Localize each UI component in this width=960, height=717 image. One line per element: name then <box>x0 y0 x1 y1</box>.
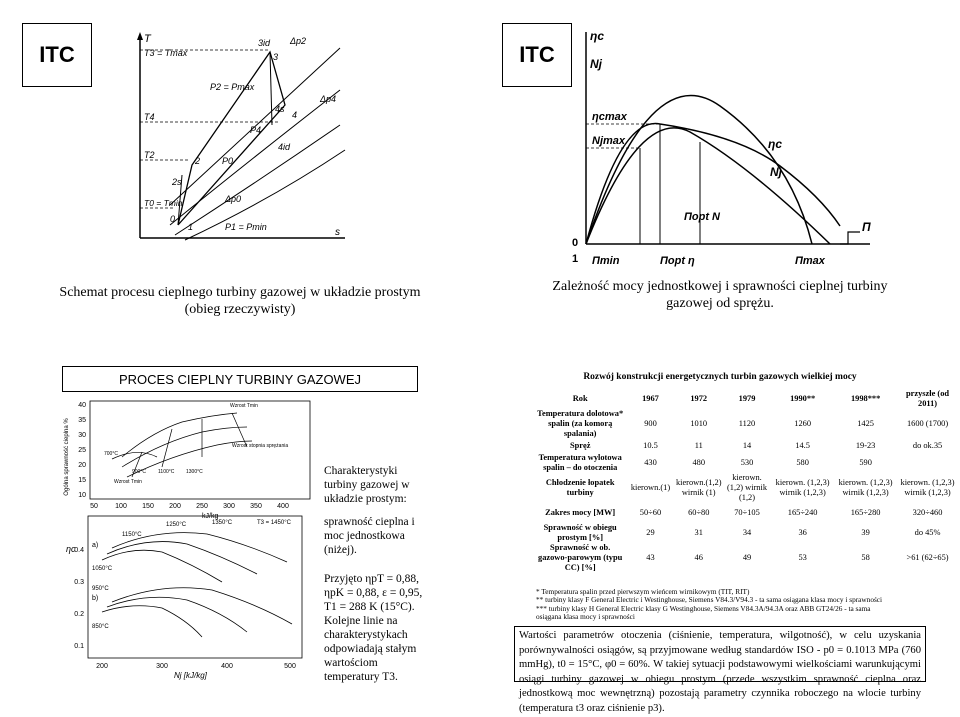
efficiency-power-chart <box>62 512 312 682</box>
table-cell: 165÷280 <box>850 508 881 517</box>
label-t0: T0 = Tmin <box>144 198 183 208</box>
table-cell: kierown. (1,2,3) wirnik (1,2,3) <box>775 478 830 497</box>
xtick: 100 <box>115 503 127 510</box>
power-efficiency-diagram <box>572 26 880 276</box>
table-row <box>534 523 958 543</box>
table-cell: 1260 <box>794 419 811 428</box>
xtick: 400 <box>221 663 233 670</box>
text-line: moc jednostkowa <box>324 530 405 542</box>
table-cell: 43 <box>646 553 655 562</box>
text-line: Kolejne linie na <box>324 615 398 627</box>
label-etacmax: ηcmax <box>592 111 627 123</box>
table-cell: 14 <box>742 441 752 450</box>
text-line: odpowiadają stałym <box>324 643 417 655</box>
xtick: 250 <box>196 503 208 510</box>
annotation: Wzrost Tmin <box>114 479 142 485</box>
table-title: Rozwój konstrukcji energetycznych turbin gazowych wielkiej mocy <box>583 372 857 382</box>
ytick: 0.4 <box>74 547 84 554</box>
ytick: 0.3 <box>74 579 84 586</box>
table-cell: 165÷240 <box>787 508 818 517</box>
ytick: 0.2 <box>74 611 84 618</box>
annotation: 850°C <box>92 624 109 630</box>
xtick: 300 <box>156 663 168 670</box>
table-cell: 10.5 <box>643 441 658 450</box>
label-0: 0 <box>170 214 176 224</box>
label-njmax: Njmax <box>592 135 626 147</box>
table-cell: kierown. (1,2,3) wirnik (1,2,3) <box>838 478 893 497</box>
table-cell: 46 <box>694 553 703 562</box>
slide-ts-diagram <box>0 0 480 342</box>
panel-label: a) <box>92 542 99 549</box>
header-cell: 1972 <box>690 394 708 403</box>
top-chart-ylabel: Ogólna sprawność cieplna % <box>64 418 70 496</box>
ytick: 20 <box>78 462 86 469</box>
text-line: sprawność cieplna i <box>324 516 415 528</box>
text-line: (niżej). <box>324 544 357 556</box>
slide-power-efficiency <box>480 0 960 342</box>
table-cell <box>897 453 958 473</box>
table-cell: 1600 (1700) <box>906 419 949 428</box>
text-line: charakterystykach <box>324 629 408 641</box>
itc-logo: ITC <box>22 23 92 87</box>
slide2-caption <box>510 278 930 312</box>
ytick: 15 <box>78 477 86 484</box>
table-cell: 430 <box>644 458 657 467</box>
text-line: T1 = 288 K (15°C). <box>324 601 415 613</box>
header-cell: przyszłe (od 2011) <box>906 389 950 408</box>
text-line: ηpK = 0,88, ε = 0,95, <box>324 587 423 599</box>
label-4s: 4s <box>275 104 285 114</box>
table-cell: kierown.(1,2) wirnik (1) <box>675 478 722 497</box>
annotation: 700°C <box>104 451 118 457</box>
table-cell: >61 (62÷65) <box>906 553 949 562</box>
slide3-description <box>324 464 434 566</box>
table-cell: 53 <box>798 553 807 562</box>
table-cell: 58 <box>861 553 870 562</box>
table-cell: 320÷460 <box>912 508 943 517</box>
table-cell: 49 <box>742 553 752 562</box>
bottom-chart-xlabel: Nj [kJ/kg] <box>174 671 207 680</box>
header-cell: 1990** <box>790 394 816 403</box>
annotation: 1150°C <box>122 532 142 538</box>
table-cell: 11 <box>694 441 703 450</box>
slide1-caption <box>30 284 450 318</box>
label-etac-curve: ηc <box>768 137 783 151</box>
table-row <box>534 453 958 473</box>
header-cell: 1998*** <box>850 394 881 403</box>
table-cell: 530 <box>740 458 754 467</box>
label-nj-axis: Nj <box>590 57 602 71</box>
label-p2: P2 = Pmax <box>210 82 255 92</box>
table-cell: 1425 <box>857 419 874 428</box>
table-cell: 590 <box>859 458 872 467</box>
iso-conditions-paragraph: Wartości parametrów otoczenia (ciśnienie, temperatura, wilgotność), w celu uzyskania porównywalności osiągów, są przyjmowane według standardów ISO - p0 = 0.1013 MPa (760 mmHg), t0 = 15°C, φ0 = 60%. W takiej sytuacji podstawowymi wielkościami warunkującymi osiągi turbiny gazowej w obiegu prostym (przede wszystkim sprawność cieplna oraz jednostkową moc wewnętrzną) pozostają parametry czynnika roboczego na wlocie turbiny (temperatura t3 oraz ciśnienie p3). <box>514 626 926 682</box>
header-cell: 1967 <box>642 394 659 403</box>
label-t3: T3 = Tmax <box>144 48 188 58</box>
ytick: 30 <box>78 432 86 439</box>
table-row <box>534 503 958 523</box>
row-label: Temperatura dolotowa* spalin (za komorą spalania) <box>537 409 624 438</box>
annotation: 900°C <box>132 469 146 475</box>
label-t2: T2 <box>144 150 155 160</box>
table-cell: 31 <box>694 528 703 537</box>
label-one: 1 <box>572 253 579 265</box>
label-pi-opt-eta: Πopt η <box>660 255 695 267</box>
table-cell: 1120 <box>738 419 756 428</box>
table-cell: kierown. (1,2,3) wirnik (1,2,3) <box>900 478 955 497</box>
top-chart-xlabel: kJ/kg <box>202 513 219 520</box>
xtick: 150 <box>142 503 154 510</box>
label-2s: 2s <box>172 177 182 187</box>
slide3-assumptions <box>324 572 436 684</box>
label-p4: P4 <box>250 125 262 135</box>
table-cell: 19-23 <box>855 441 876 450</box>
text-line: Charakterystyki <box>324 465 398 477</box>
row-label: Chłodzenie łopatek turbiny <box>545 478 615 497</box>
label-dp4: Δp4 <box>320 94 337 104</box>
annotation: 1250°C <box>166 522 187 528</box>
label-2: 2 <box>195 156 201 166</box>
table-footnotes <box>536 588 956 622</box>
label-pi: Π <box>862 220 871 234</box>
label-1: 1 <box>188 222 194 232</box>
footnote: * Temperatura spalin przed pierwszym wieńcem wirnikowym (TIT, RIT) <box>536 587 750 596</box>
label-dp0: Δp0 <box>225 194 242 204</box>
footnote: osiągana klasa mocy i sprawności <box>536 612 635 622</box>
label-3id: 3id <box>258 38 271 48</box>
caption-line: Zależność mocy jednostkowej i sprawności cieplnej turbiny <box>552 279 888 294</box>
table-cell: 39 <box>861 528 870 537</box>
xtick: 500 <box>284 663 296 670</box>
annotation: Wzrost stopnia sprężania <box>232 443 289 449</box>
table-cell: kierown.(1) <box>630 483 671 492</box>
footnote: *** turbiny klasy H General Electric klasy G Westinghouse, Siemens V84.3A/94.3A oraz ABB GT24/26 - ta sama <box>536 603 871 613</box>
slide-turbine-development <box>480 342 960 714</box>
table-cell: 1010 <box>690 419 708 428</box>
ytick: 35 <box>78 417 86 424</box>
ytick: 25 <box>78 447 86 454</box>
table-cell: 480 <box>692 458 706 467</box>
xtick: 200 <box>169 503 181 510</box>
table-cell: 70÷105 <box>734 508 760 517</box>
xtick: 350 <box>250 503 262 510</box>
table-row <box>534 439 958 453</box>
xtick: 50 <box>90 503 98 510</box>
table-row <box>534 409 958 439</box>
label-t4: T4 <box>144 112 155 122</box>
text-line: temperatury T3. <box>324 671 398 683</box>
label-pi-max: Πmax <box>795 255 825 267</box>
axis-t-label: T <box>144 33 151 45</box>
table-cell: 580 <box>796 458 809 467</box>
panel-label: b) <box>92 595 99 602</box>
xtick: 200 <box>96 663 108 670</box>
table-cell: 900 <box>644 419 657 428</box>
table-cell: 14.5 <box>795 441 810 450</box>
annotation: Wzrost Tmin <box>230 403 258 409</box>
row-label: Zakres mocy [MW] <box>545 508 616 517</box>
table-cell: do ok.35 <box>912 441 943 450</box>
label-p0: P0 <box>222 156 234 166</box>
label-3: 3 <box>273 52 279 62</box>
label-pi-opt-n: Πopt N <box>684 211 720 223</box>
label-nj-curve: Nj <box>770 165 782 179</box>
slide3-title: PROCES CIEPLNY TURBINY GAZOWEJ <box>62 366 418 392</box>
table-header-row <box>534 389 958 409</box>
footnote: ** turbiny klasy F General Electric i Westinghouse, Siemens V84.3/V94.3 - ta sama osiągana klasa mocy i sprawności <box>536 595 883 605</box>
text-line: układzie prostym: <box>324 493 407 505</box>
header-cell: 1979 <box>738 394 756 403</box>
annotation: 1100°C <box>158 469 175 475</box>
header-cell: Rok <box>572 394 588 403</box>
table-cell: kierown. (1,2) wirnik (1,2) <box>727 473 768 502</box>
caption-line: Schemat procesu cieplnego turbiny gazowej w układzie prostym <box>59 285 421 300</box>
bottom-chart-ylabel: ηc <box>66 544 76 554</box>
ytick: 40 <box>78 402 86 409</box>
text-line: Przyjęto ηpT = 0,88, <box>324 573 420 585</box>
annotation: 1300°C <box>186 469 203 475</box>
table-cell: 29 <box>646 528 655 537</box>
row-label: Spręż <box>569 441 591 450</box>
label-dp2: Δp2 <box>290 36 307 46</box>
axis-s-label: s <box>335 227 340 238</box>
table-row <box>534 543 958 573</box>
ytick: 0.1 <box>74 643 84 650</box>
row-label: Sprawność w obiegu prostym [%] <box>543 523 617 542</box>
row-label: Sprawność w ob. gazowo-parowym (typu CC) [%] <box>538 543 623 572</box>
xtick: 300 <box>223 503 235 510</box>
row-label: Temperatura wylotowa spalin – do otoczenia <box>538 453 622 472</box>
label-pi-min: Πmin <box>592 255 620 267</box>
development-table <box>534 389 958 573</box>
text-line: wartościom <box>324 657 378 669</box>
label-etac-axis: ηc <box>590 29 605 43</box>
xtick: 400 <box>277 503 289 510</box>
text-line: turbiny gazowej w <box>324 479 410 491</box>
table-cell: 36 <box>798 528 807 537</box>
label-4: 4 <box>292 110 298 120</box>
table-cell: 34 <box>742 528 752 537</box>
caption-line: gazowej od sprężu. <box>666 296 774 311</box>
table-cell: 60÷80 <box>688 508 710 517</box>
annotation: 1050°C <box>92 566 113 572</box>
ts-diagram <box>130 30 350 245</box>
table-row <box>534 473 958 503</box>
label-zero: 0 <box>572 237 579 249</box>
annotation: 1350°C <box>212 520 233 526</box>
caption-line: (obieg rzeczywisty) <box>184 302 296 317</box>
slide-gas-turbine-process <box>0 342 480 684</box>
efficiency-work-chart <box>62 397 318 522</box>
label-4id: 4id <box>278 142 291 152</box>
ytick: 10 <box>78 492 86 499</box>
table-cell: do 45% <box>914 528 941 537</box>
itc-logo: ITC <box>502 23 572 87</box>
table-cell: 50÷60 <box>639 508 662 517</box>
annotation: 950°C <box>92 586 109 592</box>
label-p1: P1 = Pmin <box>225 222 267 232</box>
annotation: T3 = 1450°C <box>257 520 291 526</box>
